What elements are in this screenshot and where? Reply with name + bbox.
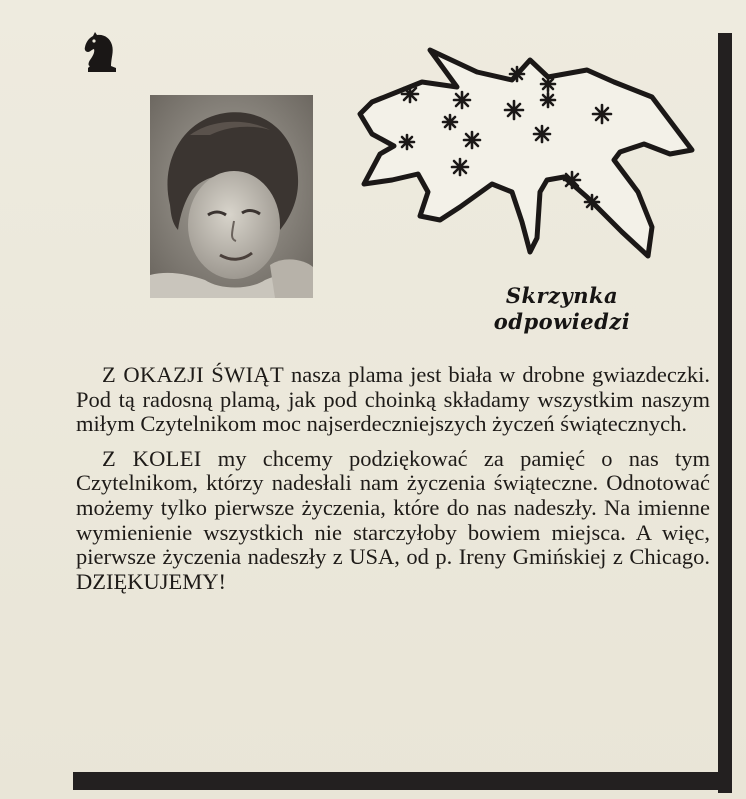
- paragraph-1-text: nasza plama jest biała w drobne gwiazdeczki. Pod tą radosną plamą, jak pod choinką składamy wszystkim naszym miłym Czytelnikom moc najserdeczniejszych życzeń świątecznych.: [76, 362, 711, 437]
- chess-knight-icon: [78, 28, 126, 76]
- star-splat-icon: [352, 42, 697, 260]
- paragraph-1-lead: Z OKAZJI ŚWIĄT: [102, 362, 285, 387]
- column-title-line2: odpowiedzi: [493, 309, 631, 334]
- article-paragraph-2: [76, 447, 710, 595]
- article-body: [76, 363, 710, 604]
- frame-border-bottom: [73, 772, 732, 790]
- author-portrait: [150, 95, 313, 298]
- column-title: [462, 283, 662, 335]
- column-title-line1: Skrzynka: [505, 283, 619, 308]
- paragraph-2-lead: Z KOLEI: [102, 445, 202, 471]
- frame-border-right: [718, 33, 732, 793]
- paragraph-2-text: my chcemy podziękować za pamięć o nas tym Czytelnikom, którzy nadesłali nam życzenia świąteczne. Odnotować możemy tylko pierwsze życzenia, które do nas nadeszły. Na imienne wymienienie wszystkich nie starczyłoby bowiem miejsca. A więc, pierwsze życzenia nadeszły z USA, od p. Ireny Gmińskiej z Chicago. DZIĘKUJEMY!: [76, 445, 710, 594]
- article-paragraph-1: [76, 363, 710, 437]
